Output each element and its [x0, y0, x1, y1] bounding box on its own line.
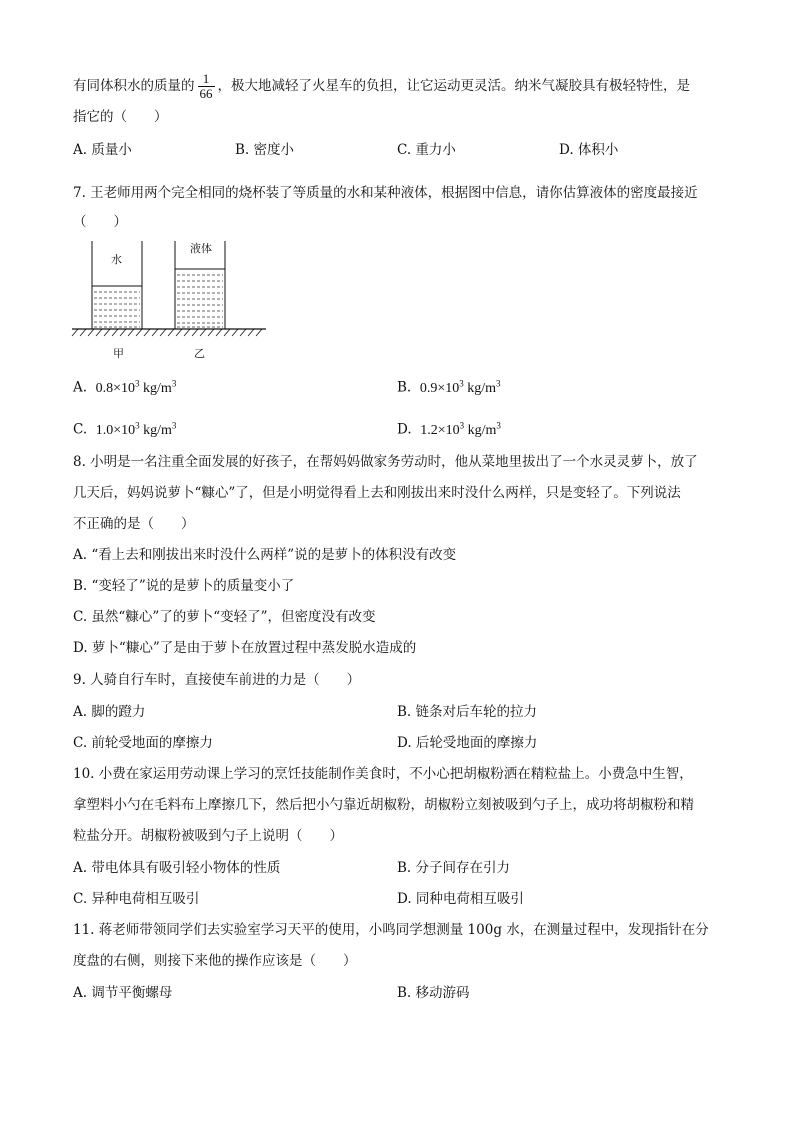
q11-line1: 11. 蒋老师带领同学们去实验室学习天平的使用，小鸣同学想测量 100g 水，在测量过程中，发现指针在分 [73, 922, 709, 938]
ground-hatching [72, 329, 266, 336]
q9-option-d: D. 后轮受地面的摩擦力 [397, 735, 538, 751]
q6-line1: 有同体积水的质量的 $\frac{1}{66}$ ，极大地减轻了火星车的负担，让它运动更灵活。纳米气凝胶具有极轻特性，是 [73, 71, 690, 101]
q9-option-c: C. 前轮受地面的摩擦力 [73, 735, 213, 751]
q6-option-c: C. 重力小 [397, 142, 456, 158]
q6-option-d: D. 体积小 [559, 142, 619, 158]
fraction: $\frac{1}{66}$ [199, 71, 213, 101]
beakers-figure [70, 238, 270, 338]
q8-line2: 几天后，妈妈说萝卜“糠心”了，但是小明觉得看上去和刚拔出来时没什么两样，只是变轻了。下列说法 [73, 485, 681, 501]
label-beaker-a: 甲 [113, 347, 124, 360]
q10-option-d: D. 同种电荷相互吸引 [397, 891, 524, 907]
q8-option-a: A. “看上去和刚拔出来时没什么两样”说的是萝卜的体积没有改变 [73, 547, 457, 563]
q6-option-b: B. 密度小 [235, 142, 295, 158]
q10-option-a: A. 带电体具有吸引轻小物体的性质 [73, 860, 281, 876]
q10-option-b: B. 分子间存在引力 [397, 860, 511, 876]
q7-option-c: C. $1.0\times 10^3$ $kg/m^3$ [73, 420, 177, 438]
q8-option-d: D. 萝卜“糠心”了是由于萝卜在放置过程中蒸发脱水造成的 [73, 640, 417, 656]
q8-line1: 8. 小明是一名注重全面发展的好孩子，在帮妈妈做家务劳动时，他从菜地里拔出了一个水灵灵萝卜，放了 [73, 454, 698, 470]
q7-option-b: B. $0.9\times 10^3$ $kg/m^3$ [397, 378, 501, 396]
q11-line2: 度盘的右侧，则接下来他的操作应该是（ ） [73, 953, 357, 969]
q7-option-a: A. $0.8\times 10^3$ $kg/m^3$ [73, 378, 177, 396]
q10-option-c: C. 异种电荷相互吸引 [73, 891, 200, 907]
q9-option-b: B. 链条对后车轮的拉力 [397, 704, 538, 720]
q7-line2: （ ） [73, 214, 127, 230]
q7-option-d: D. $1.2\times 10^3$ $kg/m^3$ [397, 420, 501, 438]
q9-line1: 9. 人骑自行车时，直接使车前进的力是（ ） [73, 672, 361, 688]
q11-option-b: B. 移动游码 [397, 985, 470, 1001]
q7-line1: 7. 王老师用两个完全相同的烧杯装了等质量的水和某种液体，根据图中信息，请你估算液体的密度最接近 [73, 185, 698, 201]
q10-line1: 10. 小费在家运用劳动课上学习的烹饪技能制作美食时，不小心把胡椒粉洒在精粒盐上。小费急中生智， [73, 766, 693, 782]
q8-option-b: B. “变轻了”说的是萝卜的质量变小了 [73, 578, 295, 594]
q9-option-a: A. 脚的蹬力 [73, 704, 146, 720]
q10-line3: 粒盐分开。胡椒粉被吸到勺子上说明（ ） [73, 828, 343, 844]
label-beaker-b: 乙 [194, 347, 205, 360]
q11-option-a: A. 调节平衡螺母 [73, 985, 173, 1001]
q6-line2: 指它的（ ） [73, 109, 168, 125]
q6-option-a: A. 质量小 [73, 142, 132, 158]
q8-line3: 不正确的是（ ） [73, 516, 195, 532]
q8-option-c: C. 虽然“糠心”了的萝卜“变轻了”，但密度没有改变 [73, 609, 376, 625]
q10-line2: 拿塑料小勺在毛料布上摩擦几下，然后把小勺靠近胡椒粉，胡椒粉立刻被吸到勺子上，成功将胡椒粉和精 [73, 797, 694, 813]
label-liquid: 液体 [190, 242, 212, 255]
label-water: 水 [111, 253, 122, 266]
